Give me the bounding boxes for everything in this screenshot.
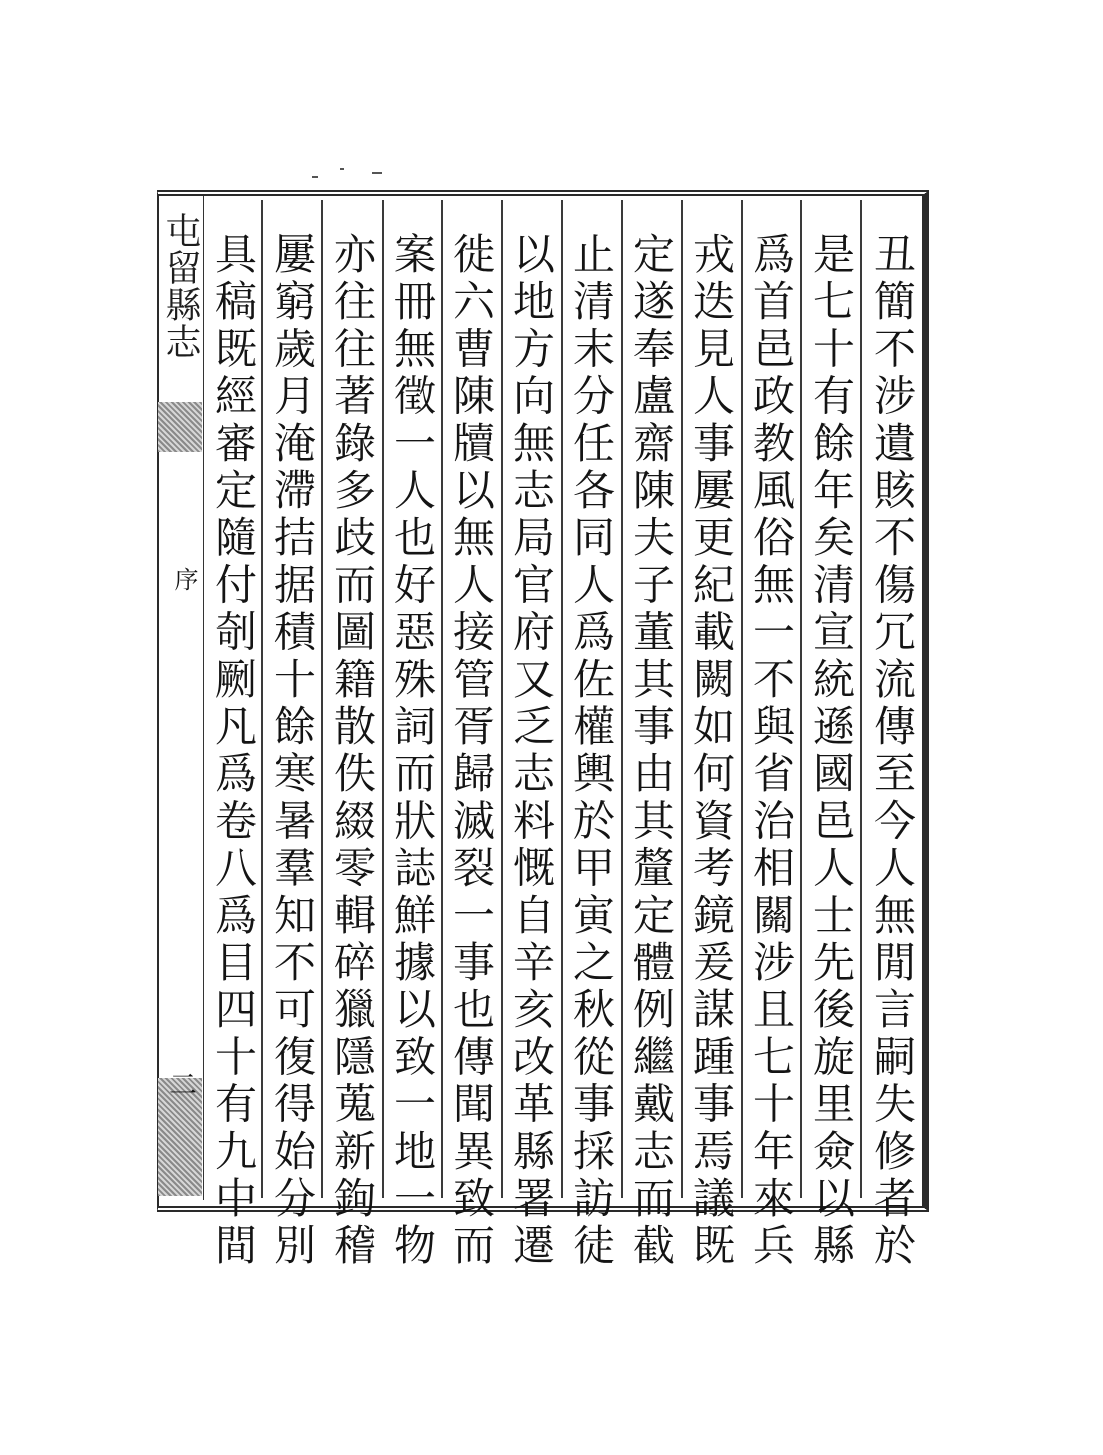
scan-speck [312,176,318,178]
text-column: 止清末分任各同人爲佐權輿於甲寅之秋從事採訪徒 [567,232,616,1271]
scan-speck [372,172,382,174]
text-column: 戎迭見人事屢更紀載闕如何資考鏡爰謀踵事焉議既 [687,232,736,1271]
worn-print-patch [158,402,202,452]
text-column: 丑簡不涉遺賅不傷冗流傳至今人無閒言嗣失修者於 [868,232,917,1271]
text-column: 具稿既經審定隨付剞劂凡爲卷八爲目四十有九中間 [209,232,258,1271]
scan-speck [340,168,344,170]
text-column: 以地方向無志局官府又乏志料慨自辛亥改革縣署遷 [507,232,556,1271]
book-title: 屯留縣志 [160,212,201,360]
text-column: 屢窮歲月淹滯拮据積十餘寒暑羣知不可復得始分別 [268,232,317,1271]
text-column: 案冊無徵一人也好惡殊詞而狀誌鮮據以致一地一物 [388,232,437,1271]
text-column: 是七十有餘年矣清宣統遜國邑人士先後旋里僉以縣 [807,232,856,1271]
text-column: 爲首邑政教風俗無一不與省治相關涉且七十年來兵 [747,232,796,1271]
text-column: 徙六曹陳牘以無人接管胥歸滅裂一事也傳聞異致而 [447,232,496,1271]
section-label: 序 [170,567,198,591]
text-column: 定遂奉盧齋陳夫子董其事由其釐定體例繼戴志而截 [627,232,676,1271]
page-number: 二 [168,1068,197,1101]
text-column: 亦往往著錄多歧而圖籍散佚綴零輯碎獵隱蒐新鉤稽 [328,232,377,1271]
